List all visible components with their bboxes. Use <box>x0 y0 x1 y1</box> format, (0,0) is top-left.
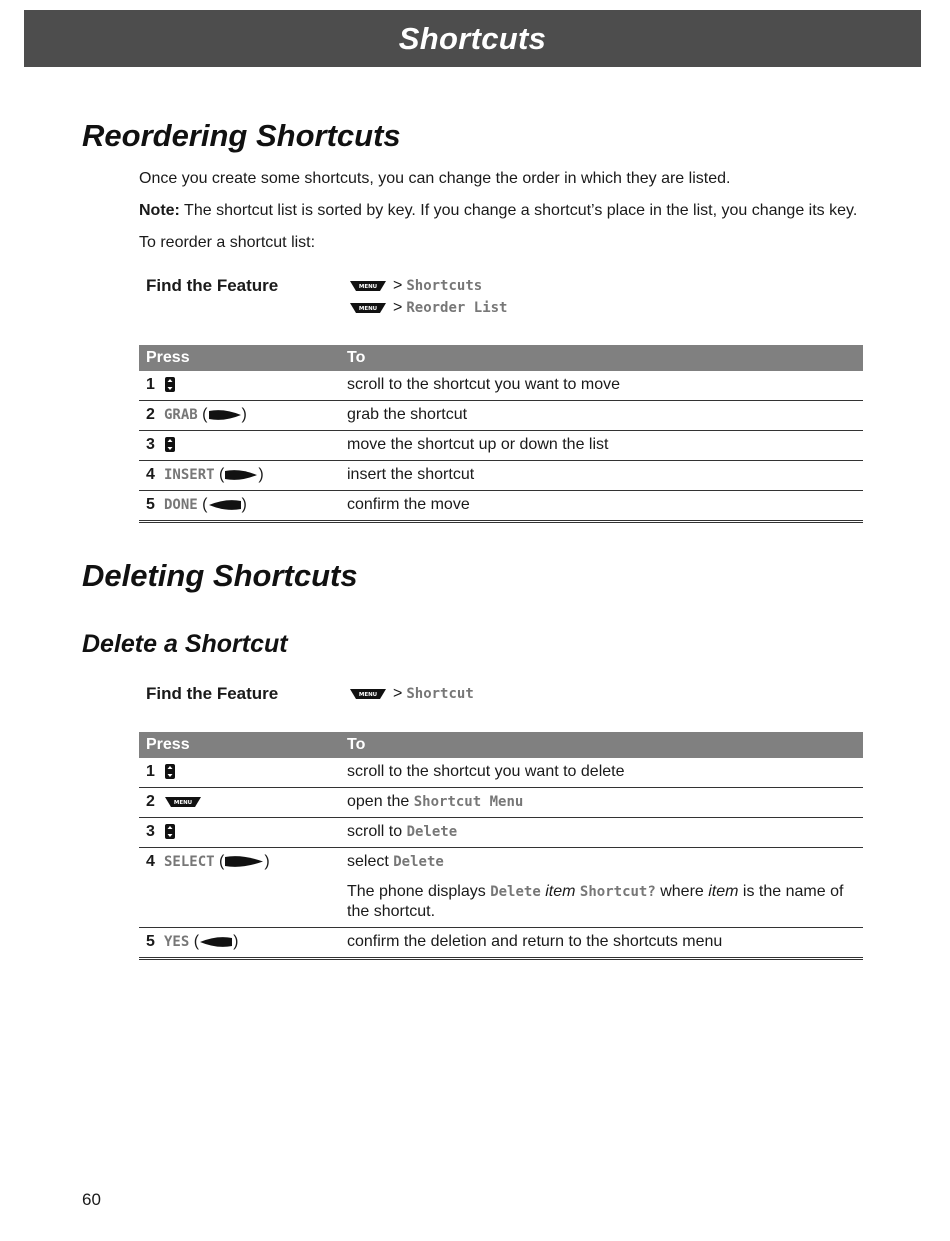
right-soft-key-icon <box>224 855 264 868</box>
path-item: Shortcuts <box>406 278 483 294</box>
column-header-press: Press <box>139 732 340 758</box>
step-number: 2 <box>146 406 155 423</box>
menu-key-icon <box>164 796 202 808</box>
to-cell: insert the shortcut <box>340 461 863 491</box>
press-cell: 5 YES ( ) <box>139 928 340 959</box>
to-cell: move the shortcut up or down the list <box>340 431 863 461</box>
note-label: Note: <box>139 202 180 219</box>
press-cell: 4 SELECT ( ) <box>139 848 340 928</box>
column-header-to: To <box>340 345 863 371</box>
display-note <box>347 882 855 922</box>
press-cell: 4 INSERT ( ) <box>139 461 340 491</box>
nav-key-icon <box>164 763 176 780</box>
chapter-banner <box>24 10 921 67</box>
nav-key-icon <box>164 436 176 453</box>
path-separator: > <box>393 299 403 316</box>
table-row <box>139 928 863 959</box>
press-cell <box>139 371 340 401</box>
press-cell <box>139 758 340 788</box>
svg-text:MENU: MENU <box>173 799 193 806</box>
to-cell: confirm the move <box>340 491 863 522</box>
reorder-heading: Reordering Shortcuts <box>82 118 401 153</box>
to-cell: grab the shortcut <box>340 401 863 431</box>
step-number: 2 <box>146 793 155 810</box>
table-row <box>139 401 863 431</box>
soft-key-label: INSERT <box>164 467 215 483</box>
press-cell <box>139 818 340 848</box>
left-soft-key-icon <box>208 499 242 511</box>
menu-item-name: Shortcut Menu <box>413 794 524 810</box>
to-line <box>347 852 855 872</box>
to-cell <box>340 848 863 928</box>
soft-key-label: YES <box>164 934 190 950</box>
step-number: 1 <box>146 763 155 780</box>
step-number: 5 <box>146 496 155 513</box>
to-text: open the <box>347 793 414 810</box>
press-cell <box>139 431 340 461</box>
to-text: select <box>347 853 394 870</box>
column-header-to: To <box>340 732 863 758</box>
note-text: where <box>655 883 709 900</box>
find-feature-label: Find the Feature <box>146 684 279 703</box>
page-number: 60 <box>82 1190 101 1209</box>
left-soft-key-icon <box>199 936 233 948</box>
table-row <box>139 431 863 461</box>
column-header-press: Press <box>139 345 340 371</box>
svg-text:MENU: MENU <box>358 284 378 290</box>
path-line <box>349 275 508 297</box>
press-cell: 2 GRAB ( ) <box>139 401 340 431</box>
deleting-heading: Deleting Shortcuts <box>82 558 358 593</box>
menu-item-name: Delete <box>406 824 458 840</box>
placeholder-text: item <box>708 883 739 900</box>
path-line <box>349 297 508 319</box>
menu-key-icon <box>349 302 387 314</box>
svg-text:MENU: MENU <box>358 306 378 312</box>
reorder-intro: Once you create some shortcuts, you can change the order in which they are listed. <box>139 170 731 187</box>
display-text: Delete <box>490 884 541 900</box>
delete-steps-table <box>139 732 863 960</box>
table-row <box>139 371 863 401</box>
path-separator: > <box>393 685 403 702</box>
right-soft-key-icon <box>224 469 258 481</box>
to-cell: scroll to the shortcut you want to move <box>340 371 863 401</box>
step-number: 4 <box>146 466 155 483</box>
reorder-steps-table <box>139 345 863 523</box>
step-number: 4 <box>146 853 155 870</box>
reorder-note <box>139 201 869 221</box>
path-item: Reorder List <box>406 300 508 316</box>
soft-key-label: DONE <box>164 497 198 513</box>
note-text: is the name of the shortcut. <box>347 883 844 920</box>
menu-item-name: Delete <box>393 854 444 870</box>
soft-key-label: SELECT <box>164 854 215 870</box>
table-row <box>139 461 863 491</box>
press-cell: 5 DONE ( ) <box>139 491 340 522</box>
right-soft-key-icon <box>208 409 242 421</box>
menu-key-icon <box>349 688 387 700</box>
table-header-row <box>139 345 863 371</box>
step-number: 5 <box>146 933 155 950</box>
table-row <box>139 491 863 522</box>
reorder-lead: To reorder a shortcut list: <box>139 234 316 251</box>
to-cell <box>340 788 863 818</box>
to-cell <box>340 818 863 848</box>
nav-key-icon <box>164 376 176 393</box>
menu-key-icon <box>349 280 387 292</box>
table-header-row <box>139 732 863 758</box>
table-row <box>139 788 863 818</box>
step-number: 3 <box>146 823 155 840</box>
note-text: The phone displays <box>347 883 491 900</box>
path-separator: > <box>393 277 403 294</box>
press-cell <box>139 788 340 818</box>
svg-text:MENU: MENU <box>358 692 378 698</box>
path-line <box>349 683 474 705</box>
to-text: scroll to <box>347 823 407 840</box>
table-row <box>139 848 863 928</box>
to-cell: confirm the deletion and return to the shortcuts menu <box>340 928 863 959</box>
find-feature-path <box>349 683 474 705</box>
soft-key-label: GRAB <box>164 407 198 423</box>
table-row <box>139 818 863 848</box>
placeholder-text: item <box>545 883 576 900</box>
find-feature-label: Find the Feature <box>146 276 279 295</box>
find-feature-path <box>349 275 508 319</box>
step-number: 3 <box>146 436 155 453</box>
step-number: 1 <box>146 376 155 393</box>
to-cell: scroll to the shortcut you want to delete <box>340 758 863 788</box>
path-item: Shortcut <box>406 686 474 702</box>
delete-subheading: Delete a Shortcut <box>82 630 288 658</box>
display-text: Shortcut? <box>579 884 656 900</box>
nav-key-icon <box>164 823 176 840</box>
chapter-title: Shortcuts <box>398 20 547 56</box>
note-text: The shortcut list is sorted by key. If you change a shortcut’s place in the list, you change its key. <box>179 202 858 219</box>
table-row <box>139 758 863 788</box>
